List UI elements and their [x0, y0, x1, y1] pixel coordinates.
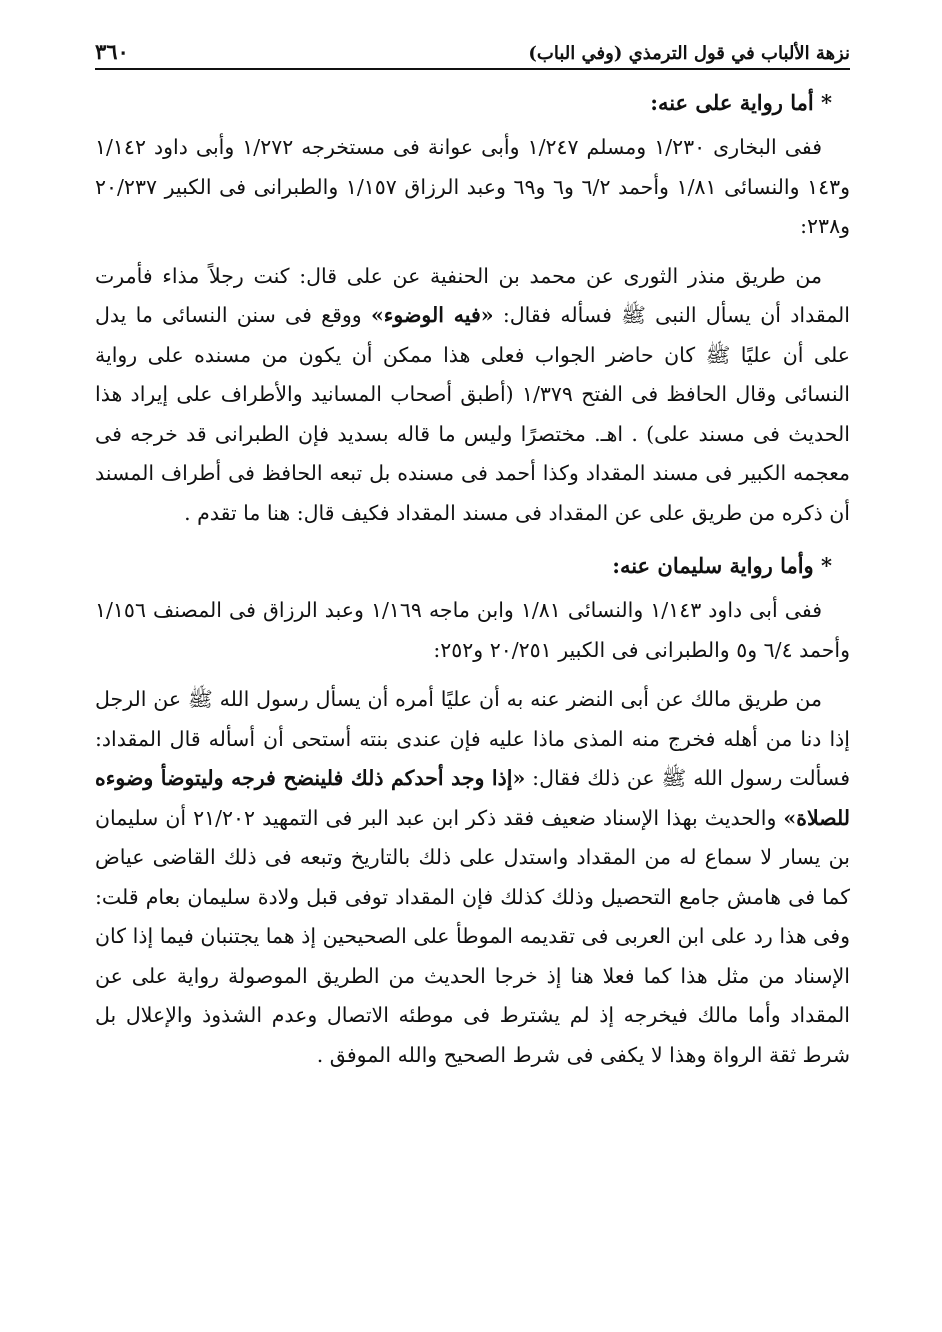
hadith-quote: «إذا وجد أحدكم ذلك فلينضح فرجه وليتوضأ وضوءه للصلاة»	[95, 766, 850, 830]
references-paragraph-ali	[95, 128, 850, 247]
text-run: من طريق مالك عن أبى النضر عنه به أن عليًا أمره أن يسأل رسول الله ﷺ عن الرجل إذا دنا من أهله فخرج منه المذى ماذا عليه فإن عندى بنته أستحى أن أسأله قال المقداد: فسألت رسول الله ﷺ عن ذلك فقال:	[95, 687, 851, 790]
text-run: والحديث بهذا الإسناد ضعيف فقد ذكر ابن عبد البر فى التمهيد ٢١/٢٠٢ أن سليمان بن يسار لا سماع له من المقداد واستدل على ذلك بالتاريخ وتبعه فى ذلك القاضى عياض كما فى هامش جامع التحصيل وذلك كذلك فإن المقداد توفى قبل ولادة سليمان بعام قلت: وفى هذا رد على ابن العربى فى تقديمه الموطأ على الصحيحين إذ هما يجتنبان فيما إذا كان الإسناد من مثل هذا كما فعلا هنا إذ خرجا الحديث من الطريق الموصولة رواية على عن المقداد وأما مالك فيخرجه إذ لم يشترط فى موطئه الاتصال وعدم الشذوذ والإعلال بل شرط ثقة الرواة وهذا لا يكفى فى شرط الصحيح والله الموفق .	[95, 805, 850, 1067]
references-text: ففى أبى داود ١/١٤٣ والنسائى ١/٨١ وابن ماجه ١/١٦٩ وعبد الرزاق فى المصنف ١/١٥٦ وأحمد ٦/٤ و٥ والطبرانى فى الكبير ٢٠/٢٥١ و٢٥٢:	[95, 598, 850, 662]
running-header	[95, 30, 850, 70]
body-paragraph-sulayman	[95, 680, 850, 1075]
references-text: ففى البخارى ١/٢٣٠ ومسلم ١/٢٤٧ وأبى عوانة فى مستخرجه ١/٢٧٢ وأبى داود ١/١٤٢ و١٤٣ والنسائى ١/٨١ وأحمد ٦/٢ و٦ و٦٩ وعبد الرزاق ١/١٥٧ والطبرانى فى الكبير ٢٠/٢٣٧ و٢٣٨:	[95, 135, 851, 238]
book-title: نزهة الألباب في قول الترمذي (وفي الباب)	[528, 43, 850, 64]
text-run: ووقع فى سنن النسائى ما يدل على أن عليًا ﷺ كان حاضر الجواب فعلى هذا ممكن أن يكون من مسنده على رواية النسائى وقال الحافظ فى الفتح ١/٣٧٩ (أطبق أصحاب المسانيد والأطراف على إيراد هذا الحديث فى مسند على) . اهـ. مختصرًا وليس ما قاله بسديد فإن الطبرانى قد خرجه فى معجمه الكبير فى مسند المقداد وكذا أحمد فى مسنده بل تبعه الحافظ فى أطراف المسند أن ذكره من طريق على عن المقداد فى مسند المقداد فكيف قال: هنا ما تقدم .	[95, 303, 850, 525]
references-paragraph-sulayman	[95, 591, 850, 670]
document-page	[95, 30, 850, 1085]
section-heading-sulayman: * وأما رواية سليمان عنه:	[612, 553, 832, 578]
section-heading-ali: * أما رواية على عنه:	[650, 90, 832, 115]
page-number: ٣٦٠	[95, 39, 129, 64]
body-paragraph-ali	[95, 257, 850, 534]
body-text	[95, 257, 850, 534]
body-text	[95, 680, 850, 1075]
text-run: من طريق منذر الثورى عن محمد بن الحنفية عن على قال: كنت رجلاً مذاء فأمرت المقداد أن يسأل النبى ﷺ فسأله فقال:	[95, 263, 850, 327]
hadith-quote: «فيه الوضوء»	[370, 303, 494, 327]
